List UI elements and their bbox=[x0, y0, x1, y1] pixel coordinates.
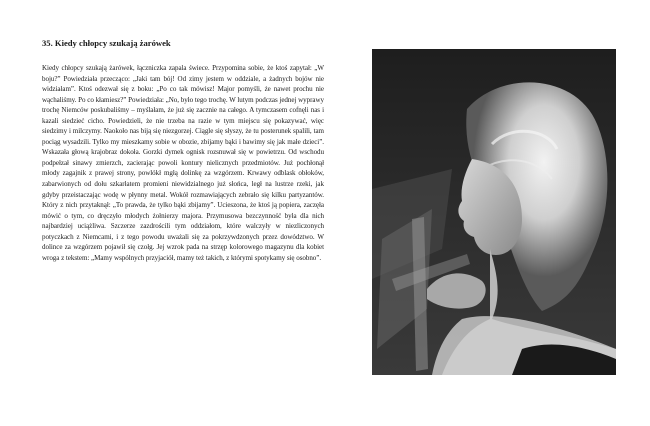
chapter-body: Kiedy chłopcy szukają żarówek, łączniczka zapala świece. Przypomina sobie, że ktoś zapytał: „W boju?” Powiedziała przecząco: „Jaki tam bój! Od zimy jestem w oddziale, a żadnych bojów nie widziałam”. Ktoś odezwał się z boku: „Po co tak mówisz! Major pomyśli, że nawet prochu nie wąchaliśmy. Po co kłamiesz?” Powiedziała: „No, było tego trochę. W lutym podczas jednej wyprawy trochę Niemców poskubaliśmy – myślałam, że już się zacznie na całego. A tymczasem cofnęli nas i kazali siedzieć cicho. Powiedzieli, że nie trzeba na razie w tym miejscu się pokazywać, więc siedzimy i milczymy. Naokoło nas biją się niezgorzej. Ciągle się słyszy, że tu posterunek spalili, tam pociąg wysadzili. Tylko my mieszkamy sobie w obozie, zbijamy bąki i bawimy się jak małe dzieci”. Wskazała głową krajobraz dokoła. Gorzki dymek ognisk rozsnuwał się w powietrzu. Od wschodu podpełzał sinawy zmierzch, zacierając powoli kontury nielicznych przedmiotów. Już pochłonął młody zagajnik z prawej strony, powlókł mgłą dolinkę za wzgórzem. Krwawy odblask obłoków, zabarwionych od dołu szkarłatem promieni niewidzialnego już słońca, legł na lustrze rzeki, jak gdyby przeistaczając wodę w płynny metal. Wokół rozmawiających zebrało się kilku partyzantów. Który z nich przytaknął: „To prawda, że tylko bąki zbijamy”. Ucieszona, że ktoś ją popiera, zaczęła mówić o tym, co dręczyło młodych żołnierzy majora. Przymusowa bezczynność była dla nich najbardziej uciążliwa. Szczerze zazdrościli tym oddziałom, które walczyły w niezliczonych potyczkach z Niemcami, i z tego powodu uważali się za pokrzywdzonych przez dowództwo. W dolince za wzgórzem pojawił się czołg. Jej wzrok pada na strzęp kolorowego magazynu dla kobiet wroga z tekstem: „Mamy wspólnych przyjaciół, mamy też takich, z którymi spotykamy się osobno”. bbox=[42, 64, 324, 262]
chapter-title: 35. Kiedy chłopcy szukają żarówek bbox=[42, 38, 171, 48]
photo-illustration bbox=[372, 49, 616, 375]
left-page bbox=[42, 38, 324, 263]
photograph bbox=[372, 49, 616, 375]
